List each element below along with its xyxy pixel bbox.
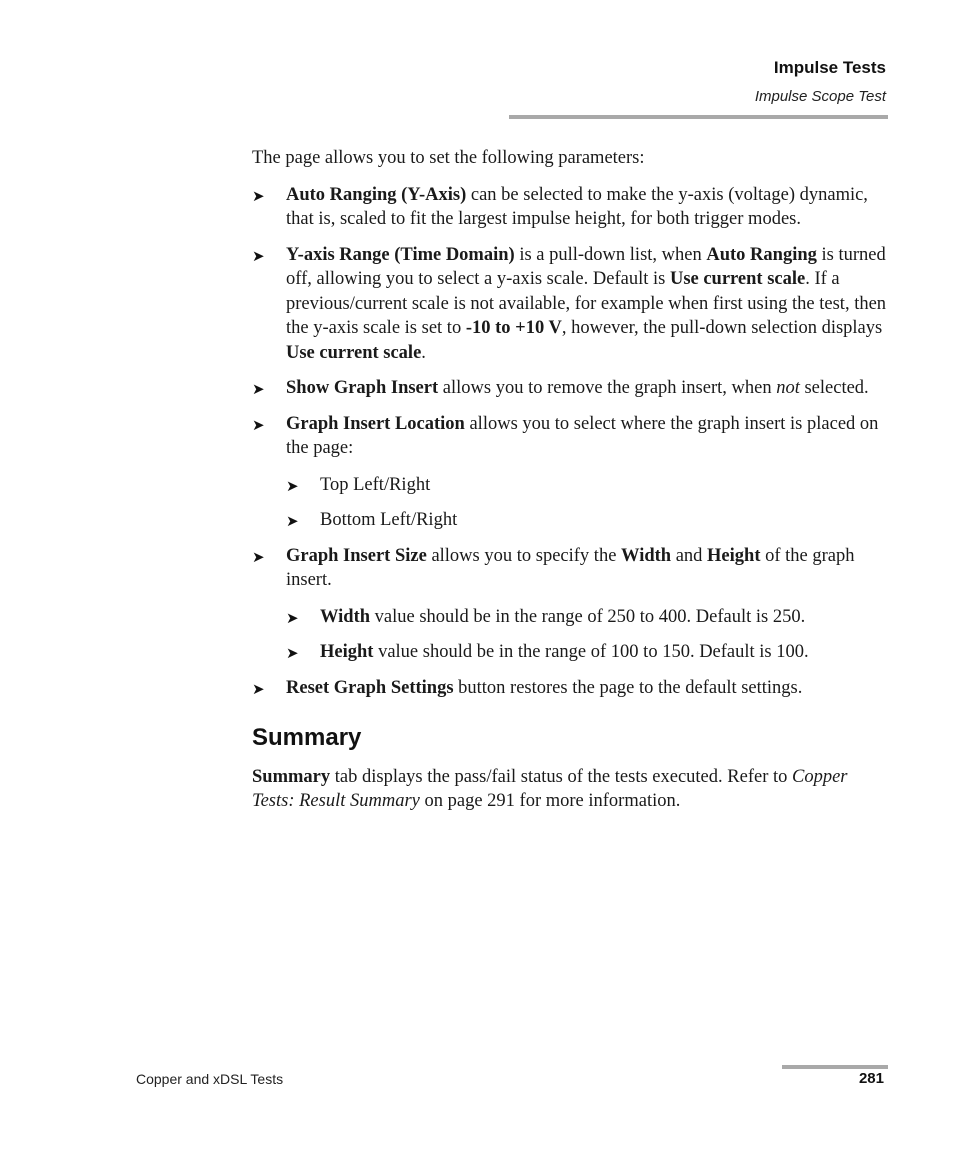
section-heading-summary: Summary bbox=[252, 724, 362, 751]
text-fragment: allows you to select where the graph insert is placed on the page: bbox=[286, 413, 879, 458]
summary-paragraph bbox=[252, 765, 888, 814]
keyword-width: Width bbox=[320, 606, 371, 627]
cross-reference: Copper Tests: Result Summary bbox=[252, 766, 848, 811]
list-item-show-graph-insert bbox=[252, 376, 888, 401]
keyword-scale-range: -10 to +10 V bbox=[465, 318, 562, 338]
term-auto-ranging: Auto Ranging (Y-Axis) bbox=[286, 184, 467, 205]
term-reset-graph-settings: Reset Graph Settings bbox=[286, 677, 454, 698]
footer-rule bbox=[782, 1065, 888, 1069]
text-fragment: of the graph insert. bbox=[286, 545, 855, 590]
keyword-height: Height bbox=[707, 545, 761, 566]
footer-chapter-title: Copper and xDSL Tests bbox=[136, 1071, 284, 1087]
term-graph-insert-location: Graph Insert Location bbox=[286, 413, 465, 434]
list-item-graph-insert-size bbox=[252, 544, 888, 665]
arrowhead-bullet-icon: ➤ bbox=[286, 476, 299, 495]
arrowhead-bullet-icon: ➤ bbox=[252, 679, 265, 698]
keyword-height: Height bbox=[320, 642, 374, 662]
sublist-text: value should be in the range of 100 to 150. Default is 100. bbox=[373, 642, 809, 662]
arrowhead-bullet-icon: ➤ bbox=[252, 547, 265, 566]
location-sublist bbox=[286, 473, 888, 533]
term-y-axis-range: Y-axis Range (Time Domain) bbox=[286, 244, 515, 265]
arrowhead-bullet-icon: ➤ bbox=[252, 380, 265, 398]
term-graph-insert-size: Graph Insert Size bbox=[286, 545, 427, 566]
text-fragment: button restores the page to the default settings. bbox=[453, 677, 803, 698]
arrowhead-bullet-icon: ➤ bbox=[286, 644, 299, 662]
text-fragment: allows you to remove the graph insert, when bbox=[438, 378, 777, 398]
arrowhead-bullet-icon: ➤ bbox=[252, 415, 265, 434]
text-fragment: is turned off, allowing you to select a y-axis scale. Default is bbox=[286, 244, 886, 289]
header-rule bbox=[509, 115, 888, 119]
list-item-graph-insert-location bbox=[252, 412, 888, 533]
arrowhead-bullet-icon: ➤ bbox=[252, 246, 265, 265]
text-fragment: allows you to specify the bbox=[426, 545, 622, 566]
emphasis-not: not bbox=[776, 378, 800, 398]
term-show-graph-insert: Show Graph Insert bbox=[286, 378, 439, 398]
running-header-title: Impulse Tests bbox=[773, 58, 886, 77]
running-header-subtitle: Impulse Scope Test bbox=[754, 88, 886, 105]
sublist-item-height bbox=[286, 640, 888, 665]
text-fragment: selected. bbox=[799, 378, 869, 398]
text-fragment: . If a previous/current scale is not available, for example when first using the test, then the y-axis scale is set to bbox=[286, 269, 887, 338]
sublist-item-width bbox=[286, 605, 888, 630]
intro-paragraph: The page allows you to set the following parameters: bbox=[252, 148, 645, 168]
text-fragment: is a pull-down list, when bbox=[514, 244, 707, 265]
arrowhead-bullet-icon: ➤ bbox=[252, 186, 265, 205]
page-content bbox=[252, 146, 888, 814]
keyword-use-current-scale: Use current scale bbox=[669, 269, 806, 289]
arrowhead-bullet-icon: ➤ bbox=[286, 608, 299, 627]
page-number: 281 bbox=[858, 1070, 884, 1087]
text-auto-ranging: can be selected to make the y-axis (voltage) dynamic, that is, scaled to fit the largest impulse height, for both trigger modes. bbox=[286, 184, 868, 229]
list-item-reset-graph-settings bbox=[252, 676, 888, 701]
arrowhead-bullet-icon: ➤ bbox=[286, 512, 299, 530]
sublist-text: value should be in the range of 250 to 400. Default is 250. bbox=[370, 606, 806, 627]
text-fragment: . bbox=[421, 342, 426, 363]
term-summary: Summary bbox=[252, 766, 331, 787]
sublist-item-top bbox=[286, 473, 888, 498]
text-fragment: on page 291 for more information. bbox=[419, 791, 681, 811]
sublist-text: Bottom Left/Right bbox=[320, 510, 458, 530]
keyword-use-current-scale: Use current scale bbox=[286, 342, 422, 363]
parameter-list bbox=[252, 183, 888, 701]
keyword-auto-ranging: Auto Ranging bbox=[706, 244, 817, 265]
sublist-text: Top Left/Right bbox=[320, 474, 431, 495]
text-fragment: and bbox=[671, 545, 708, 566]
text-fragment: , however, the pull-down selection displays bbox=[561, 318, 883, 338]
list-item-y-axis-range bbox=[252, 243, 888, 366]
sublist-item-bottom bbox=[286, 508, 888, 533]
text-fragment: tab displays the pass/fail status of the tests executed. Refer to bbox=[330, 766, 792, 787]
keyword-width: Width bbox=[621, 545, 672, 566]
list-item-auto-ranging bbox=[252, 183, 888, 232]
size-sublist bbox=[286, 605, 888, 665]
